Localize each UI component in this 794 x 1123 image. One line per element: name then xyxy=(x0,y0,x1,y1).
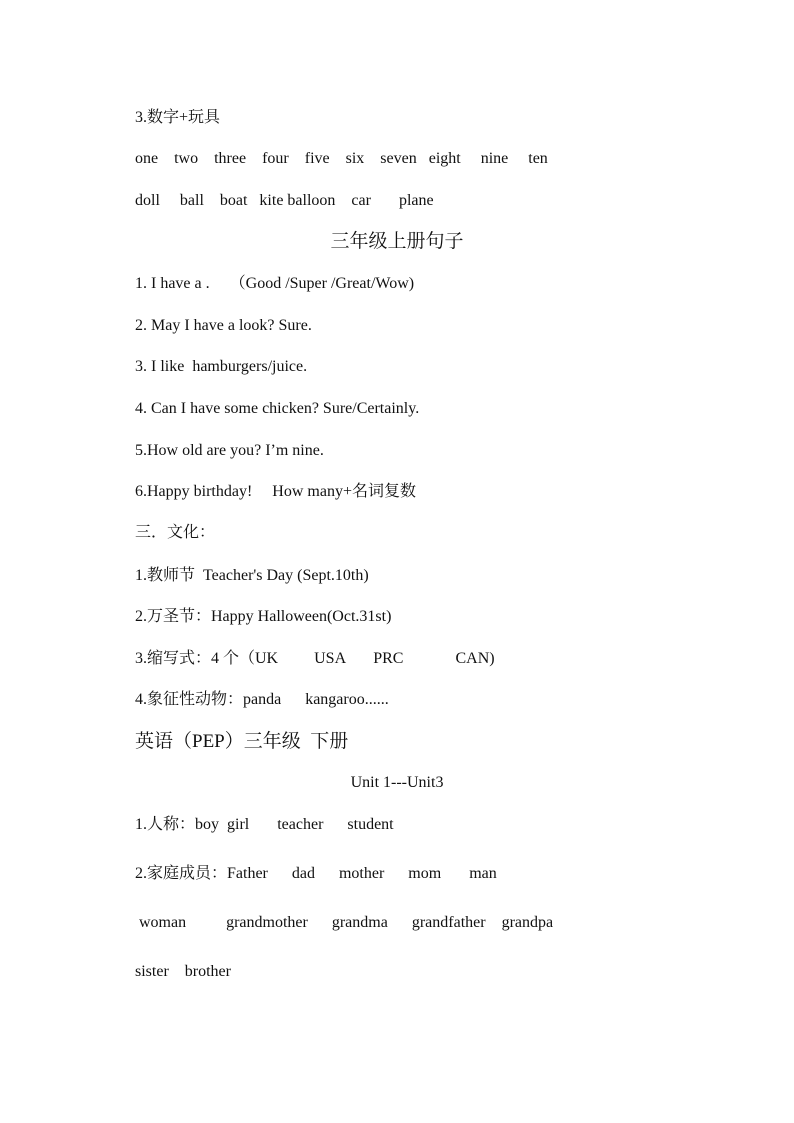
sentence-line-6: 6.Happy birthday! How many+名词复数 xyxy=(135,483,416,500)
persons-vocabulary-line: 1.人称：boy girl teacher student xyxy=(135,816,394,833)
culture-line-4: 4.象征性动物：panda kangaroo...... xyxy=(135,691,389,708)
numbers-toys-heading: 3.数字+玩具 xyxy=(135,109,221,126)
culture-line-3: 3.缩写式：4 个（UK USA PRC CAN) xyxy=(135,650,495,667)
family-vocabulary-line-3: sister brother xyxy=(135,963,231,980)
pep-grade3-vol2-heading: 英语（PEP）三年级 下册 xyxy=(135,731,349,752)
culture-heading: 三．文化： xyxy=(135,524,216,541)
family-vocabulary-line-2: woman grandmother grandma grandfather grandpa xyxy=(135,914,554,931)
toys-vocabulary-line: doll ball boat kite balloon car plane xyxy=(135,192,434,209)
culture-line-1: 1.教师节 Teacher's Day (Sept.10th) xyxy=(135,567,369,584)
culture-line-2: 2.万圣节：Happy Halloween(Oct.31st) xyxy=(135,608,392,625)
sentence-line-5: 5.How old are you? I’m nine. xyxy=(135,442,324,459)
sentence-line-2: 2. May I have a look? Sure. xyxy=(135,317,312,334)
grade3-vol1-sentences-title: 三年级上册句子 xyxy=(330,231,464,252)
numbers-vocabulary-line: one two three four five six seven eight nine ten xyxy=(135,150,548,167)
sentence-line-1: 1. I have a . （Good /Super /Great/Wow) xyxy=(135,275,415,292)
sentence-line-4: 4. Can I have some chicken? Sure/Certainly. xyxy=(135,400,420,417)
sentence-line-3: 3. I like hamburgers/juice. xyxy=(135,358,308,375)
unit-range-title: Unit 1---Unit3 xyxy=(350,774,444,791)
family-vocabulary-line-1: 2.家庭成员：Father dad mother mom man xyxy=(135,865,497,882)
